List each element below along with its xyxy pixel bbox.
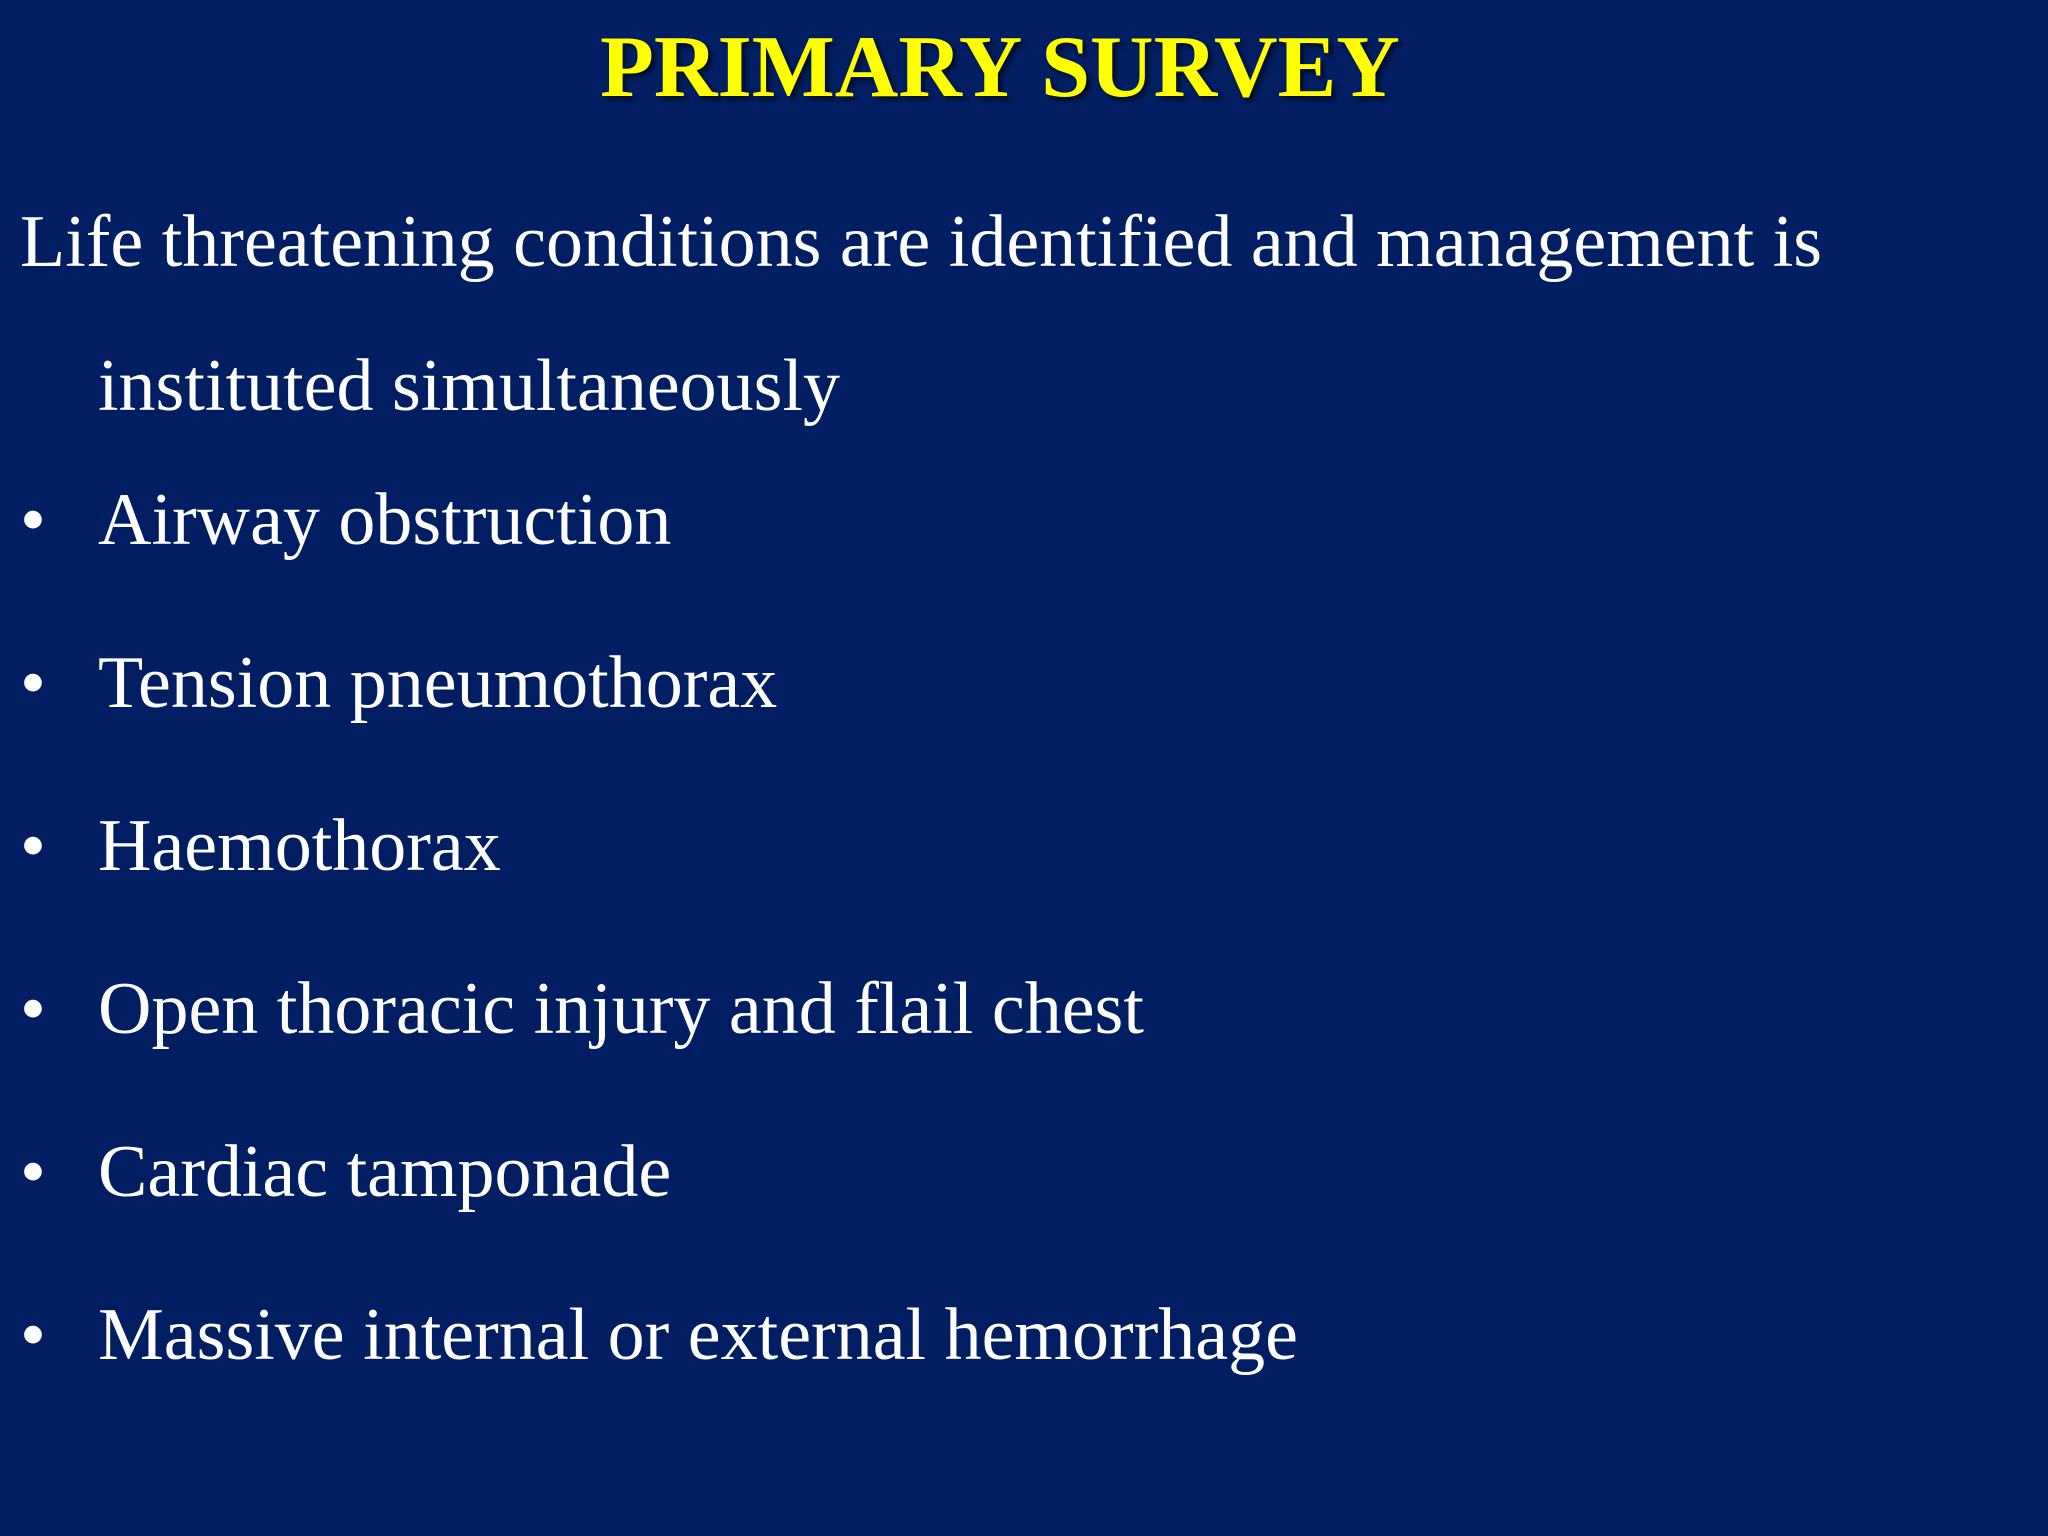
bullet-dot-icon: • — [20, 805, 46, 887]
bullet-dot-icon: • — [20, 479, 46, 561]
intro-text: Life threatening conditions are identified and management is instituted simultaneously — [20, 201, 1823, 427]
bullet-text: Open thoracic injury and flail chest — [98, 968, 1144, 1050]
bullet-text: Tension pneumothorax — [98, 642, 778, 724]
bullet-text: Massive internal or external hemorrhage — [98, 1294, 1298, 1376]
bullet-dot-icon: • — [20, 1131, 46, 1213]
bullet-dot-icon: • — [20, 1294, 46, 1376]
slide-title: PRIMARY SURVEY — [600, 19, 1400, 116]
bullet-dot-icon: • — [20, 968, 46, 1050]
bullet-text: Haemothorax — [98, 805, 501, 887]
bullet-text: Cardiac tamponade — [98, 1131, 672, 1213]
bullet-text: Airway obstruction — [98, 479, 672, 561]
bullet-dot-icon: • — [20, 642, 46, 724]
